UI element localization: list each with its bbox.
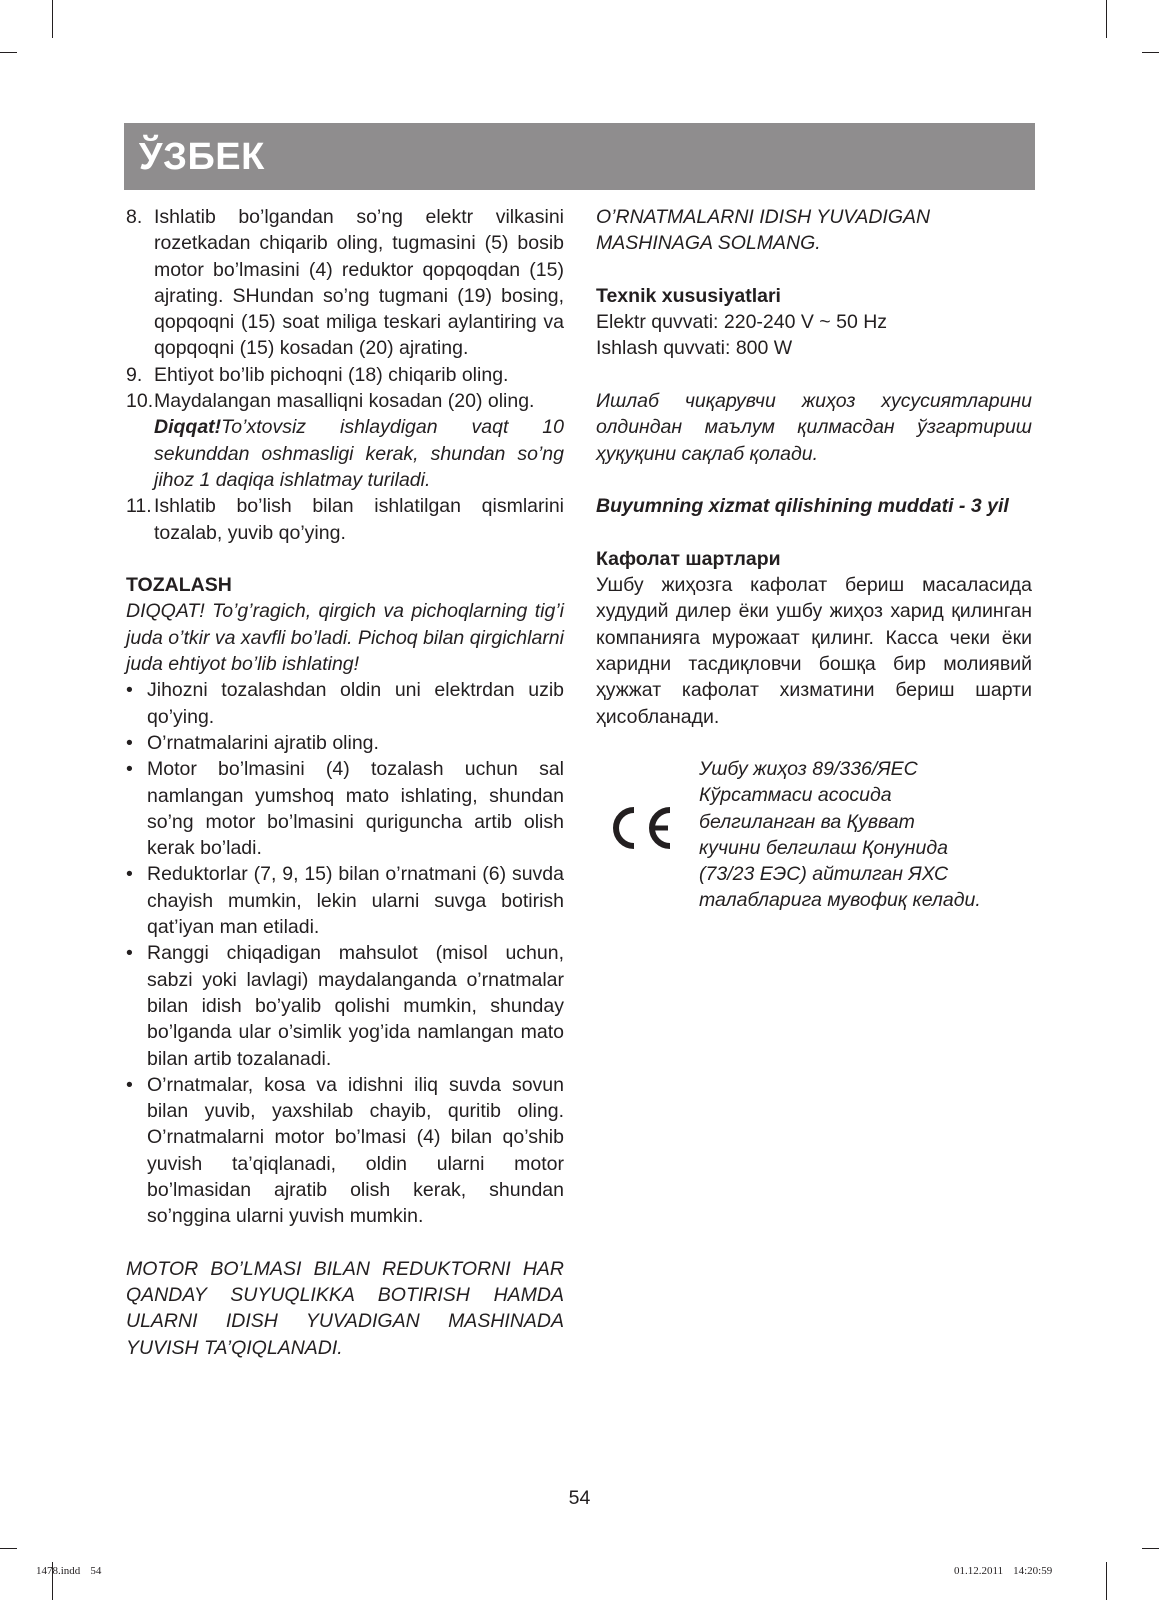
language-title: ЎЗБЕК bbox=[139, 136, 265, 178]
ce-conformity-text bbox=[699, 756, 1039, 914]
instruction-steps bbox=[126, 204, 564, 546]
list-item-text: Motor bo’lmasini (4) tozalash uchun sal namlangan yumshoq mato ishlating, shundan so’ng motor bo’lmasini quriguncha artib olish kerak bo’ladi. bbox=[147, 758, 564, 860]
step-number: 10. bbox=[126, 390, 154, 413]
spacer bbox=[596, 520, 1032, 546]
bullet-icon: • bbox=[126, 679, 133, 702]
left-column bbox=[126, 204, 564, 1361]
service-life: Buyumning xizmat qilishining muddati - 3 yil bbox=[596, 495, 1009, 518]
list-item-text: Reduktorlar (7, 9, 15) bilan o’rnatmani (6) suvda chayish mumkin, lekin ularni suvga botirish qat’iyan man etiladi. bbox=[147, 863, 564, 939]
print-slug-timestamp bbox=[954, 1565, 1052, 1577]
ce-mark-icon bbox=[608, 806, 674, 850]
bullet-icon: • bbox=[126, 731, 133, 754]
specs-heading: Texnik xususiyatlari bbox=[596, 284, 781, 307]
crop-mark-bottom-right-vertical bbox=[1106, 1562, 1107, 1600]
list-item bbox=[126, 940, 564, 1071]
spacer bbox=[126, 1230, 564, 1256]
ce-line: Кўрсатмаси асосида bbox=[699, 784, 892, 807]
list-item bbox=[126, 756, 564, 861]
right-column bbox=[596, 204, 1032, 916]
list-item bbox=[126, 730, 564, 756]
bullet-icon: • bbox=[126, 1073, 133, 1096]
slug-filename: 1478.indd bbox=[36, 1565, 81, 1577]
bullet-icon: • bbox=[126, 863, 133, 886]
step-item bbox=[126, 388, 564, 493]
ce-line: (73/23 ЕЭС) айтилган ЯХС bbox=[699, 863, 949, 886]
spacer bbox=[126, 546, 564, 572]
crop-mark-bottom-left-horizontal bbox=[0, 1548, 17, 1549]
immersion-warning: MOTOR BO’LMASI BILAN REDUKTORNI HAR QANDAY SUYUQLIKKA BOTIRISH HAMDA ULARNI IDISH YUVADIGAN MASHINADA YUVISH TA’QIQLANADI. bbox=[126, 1257, 564, 1359]
ce-line: Ушбу жиҳоз 89/336/ЯЕС bbox=[699, 757, 918, 780]
step-text: Ehtiyot bo’lib pichoqni (18) chiqarib oling. bbox=[154, 363, 509, 386]
step-caution-note bbox=[154, 414, 564, 493]
list-item-text: Jihozni tozalashdan oldin uni elektrdan uzib qo’ying. bbox=[147, 679, 564, 728]
list-item-text: O’rnatmalarini ajratib oling. bbox=[147, 731, 379, 754]
crop-mark-top-left-vertical bbox=[52, 0, 53, 38]
dishwasher-warning: O’RNATMALARNI IDISH YUVADIGAN MASHINAGA SOLMANG. bbox=[596, 206, 931, 255]
step-text: Ishlatib bo’lgandan so’ng elektr vilkasini rozetkadan chiqarib oling, tugmasini (5) bosib motor bo’lmasini (4) reduktor qopqoqdan (15) ajrating. SHundan so’ng tugmani (19) bosing, qopqoqni (15) soat miliga teskari aylantiring va qopqoqni (15) kosadan (20) ajrating. bbox=[154, 206, 564, 360]
cleaning-bullet-list bbox=[126, 677, 564, 1229]
crop-mark-top-right-vertical bbox=[1106, 0, 1107, 38]
crop-mark-top-right-horizontal bbox=[1142, 52, 1159, 53]
warranty-heading: Кафолат шартлари bbox=[596, 547, 781, 570]
warranty-text: Ушбу жиҳозга кафолат бериш масаласида худудий дилер ёки ушбу жиҳоз харид қилинган компанияга мурожаат қилинг. Касса чеки ёки харидни тасдиқловчи бошқа бир молиявий ҳужжат кафолат хизматини бериш шарти ҳисобланади. bbox=[596, 574, 1032, 728]
ce-line: белгиланган ва Қувват bbox=[699, 810, 915, 833]
step-item bbox=[126, 204, 564, 362]
bullet-icon: • bbox=[126, 758, 133, 781]
ce-conformity-block bbox=[596, 756, 1032, 916]
bullet-icon: • bbox=[126, 942, 133, 965]
step-text: Maydalangan masalliqni kosadan (20) oling. bbox=[154, 390, 535, 413]
spec-line-voltage: Elektr quvvati: 220-240 V ~ 50 Hz bbox=[596, 311, 888, 334]
cleaning-warning: DIQQAT! To’g’ragich, qirgich va pichoqlarning tig’i juda o’tkir va xavfli bo’ladi. Pichoq bilan qirgichlarni juda ehtiyot bo’lib ishlating! bbox=[126, 600, 564, 676]
print-slug-file bbox=[36, 1565, 101, 1577]
step-number: 11. bbox=[126, 495, 152, 518]
list-item-text: O’rnatmalar, kosa va idishni iliq suvda sovun bilan yuvib, yaxshilab chayib, quritib oling. O’rnatmalarni motor bo’lmasi (4) bilan qo’shib yuvish ta’qiqlanadi, oldin ularni motor bo’lmasidan ajratib olish kerak, shundan so’nggina ularni yuvish mumkin. bbox=[147, 1073, 564, 1228]
step-number: 8. bbox=[126, 206, 143, 228]
page-number: 54 bbox=[568, 1487, 591, 1509]
slug-page: 54 bbox=[90, 1565, 102, 1577]
ce-line: кучини белгилаш Қонунида bbox=[699, 836, 948, 859]
cleaning-heading: TOZALASH bbox=[126, 574, 232, 597]
step-text: Ishlatib bo’lish bilan ishlatilgan qismlarini tozalab, yuvib qo’ying. bbox=[154, 495, 564, 544]
spacer bbox=[596, 467, 1032, 493]
list-item bbox=[126, 1072, 564, 1230]
list-item bbox=[126, 677, 564, 730]
step-item bbox=[126, 493, 564, 546]
step-number: 9. bbox=[126, 363, 143, 386]
spec-line-power: Ishlash quvvati: 800 W bbox=[596, 337, 793, 360]
caution-label: Diqqat! bbox=[154, 416, 222, 439]
caution-text: To’xtovsiz ishlaydigan vaqt 10 sekunddan oshmasligi kerak, shundan so’ng jihoz 1 daqiqa ishlatmay turiladi. bbox=[154, 416, 564, 491]
language-header-bar bbox=[124, 123, 1035, 190]
list-item-text: Ranggi chiqadigan mahsulot (misol uchun, sabzi yoki lavlagi) maydalanganda o’rnatmalar bilan idish bo’yalib qolishi mumkin, shunday bo’lganda ular o’simlik yog’ida namlangan mato bilan artib tozalanadi. bbox=[147, 942, 564, 1070]
slug-time: 14:20:59 bbox=[1013, 1565, 1053, 1577]
crop-mark-top-left-horizontal bbox=[0, 52, 17, 53]
spacer bbox=[596, 362, 1032, 388]
spacer bbox=[596, 257, 1032, 283]
manufacturer-note: Ишлаб чиқарувчи жиҳоз хусусиятларини олдиндан маълум қилмасдан ўзгартириш ҳуқуқини сақлаб қолади. bbox=[596, 390, 1032, 465]
ce-line: талабларига мувофиқ келади. bbox=[699, 889, 981, 912]
slug-date: 01.12.2011 bbox=[954, 1565, 1004, 1577]
step-item bbox=[126, 362, 564, 388]
list-item bbox=[126, 861, 564, 940]
crop-mark-bottom-right-horizontal bbox=[1142, 1548, 1159, 1549]
